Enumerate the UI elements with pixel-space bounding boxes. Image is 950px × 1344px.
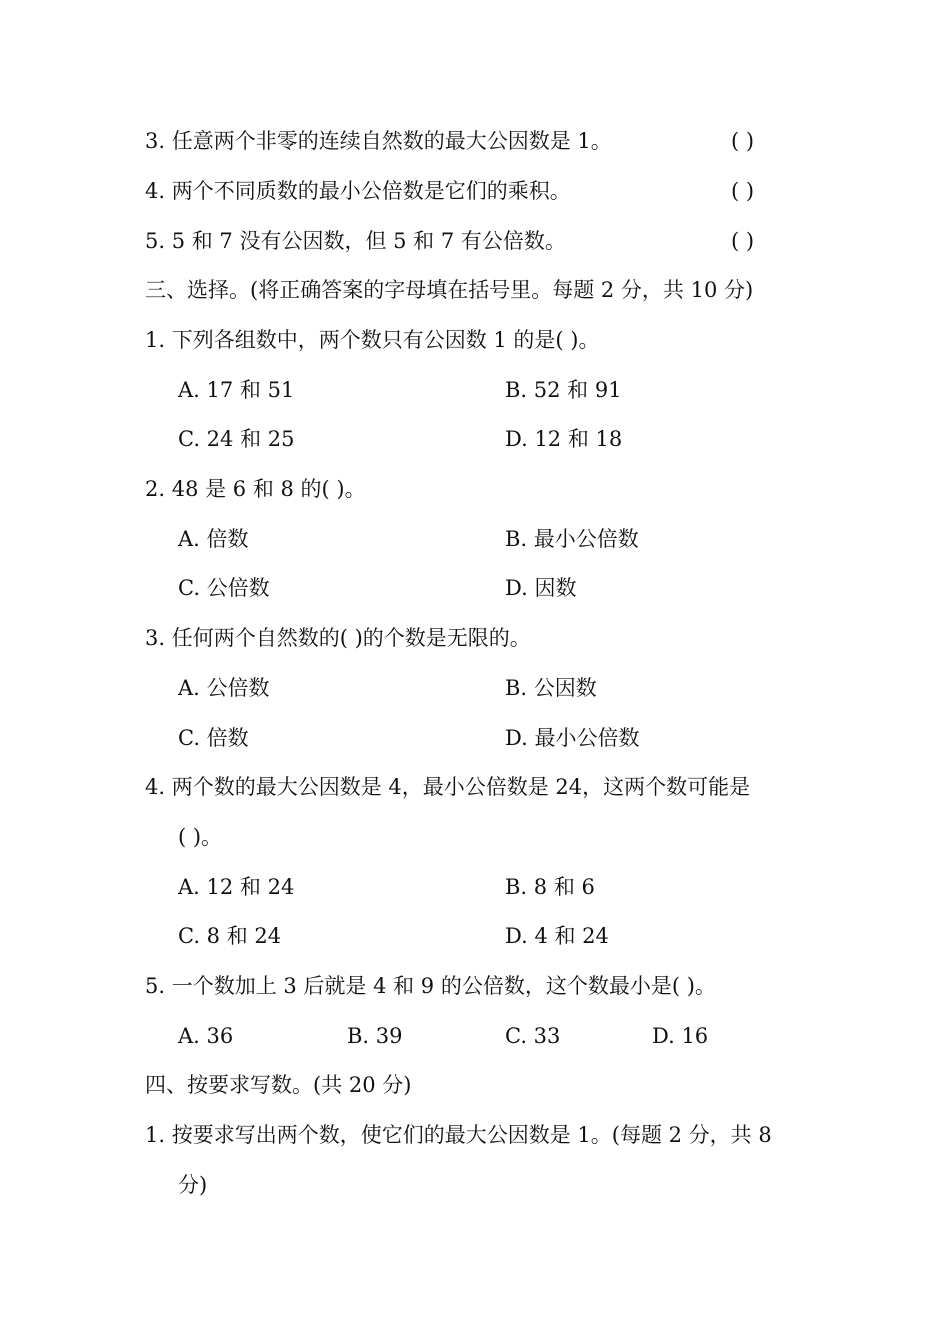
- choice-q5-option-d: D. 16: [652, 1024, 709, 1048]
- answer-paren-3[interactable]: ( ): [731, 129, 755, 153]
- choice-q2-option-a: A. 倍数: [178, 527, 249, 551]
- judge-item-4: 4. 两个不同质数的最小公倍数是它们的乘积。: [145, 179, 571, 203]
- choice-q4-option-a: A. 12 和 24: [178, 875, 295, 899]
- choice-q2-option-b: B. 最小公倍数: [505, 527, 639, 551]
- choice-q4-option-b: B. 8 和 6: [505, 875, 595, 899]
- write-q1-stem: 1. 按要求写出两个数，使它们的最大公因数是 1。(每题 2 分，共 8: [145, 1123, 772, 1147]
- choice-q3-stem: 3. 任何两个自然数的( )的个数是无限的。: [145, 626, 531, 650]
- choice-q5-stem: 5. 一个数加上 3 后就是 4 和 9 的公倍数，这个数最小是( )。: [145, 974, 716, 998]
- choice-q3-option-b: B. 公因数: [505, 676, 597, 700]
- answer-paren-4[interactable]: ( ): [731, 179, 755, 203]
- choice-q1-option-b: B. 52 和 91: [505, 378, 622, 402]
- section-heading-write: 四、按要求写数。(共 20 分): [145, 1073, 412, 1097]
- answer-paren-5[interactable]: ( ): [731, 229, 755, 253]
- write-q1-stem-cont: 分): [178, 1173, 208, 1197]
- choice-q1-option-d: D. 12 和 18: [505, 427, 623, 451]
- choice-q5-option-a: A. 36: [178, 1024, 234, 1048]
- judge-item-5: 5. 5 和 7 没有公因数，但 5 和 7 有公倍数。: [145, 229, 566, 253]
- choice-q4-option-c: C. 8 和 24: [178, 924, 282, 948]
- choice-q2-option-c: C. 公倍数: [178, 576, 270, 600]
- choice-q2-option-d: D. 因数: [505, 576, 577, 600]
- choice-q5-option-b: B. 39: [347, 1024, 403, 1048]
- section-heading-choice: 三、选择。(将正确答案的字母填在括号里。每题 2 分，共 10 分): [145, 278, 754, 302]
- choice-q2-stem: 2. 48 是 6 和 8 的( )。: [145, 477, 366, 501]
- choice-q1-stem: 1. 下列各组数中，两个数只有公因数 1 的是( )。: [145, 328, 600, 352]
- choice-q3-option-c: C. 倍数: [178, 726, 249, 750]
- choice-q1-option-a: A. 17 和 51: [178, 378, 295, 402]
- choice-q4-stem: 4. 两个数的最大公因数是 4，最小公倍数是 24，这两个数可能是: [145, 775, 751, 799]
- choice-q4-option-d: D. 4 和 24: [505, 924, 609, 948]
- judge-item-3: 3. 任意两个非零的连续自然数的最大公因数是 1。: [145, 129, 612, 153]
- choice-q5-option-c: C. 33: [505, 1024, 561, 1048]
- choice-q3-option-a: A. 公倍数: [178, 676, 270, 700]
- choice-q1-option-c: C. 24 和 25: [178, 427, 295, 451]
- choice-q4-stem-cont: ( )。: [178, 825, 223, 849]
- choice-q3-option-d: D. 最小公倍数: [505, 726, 640, 750]
